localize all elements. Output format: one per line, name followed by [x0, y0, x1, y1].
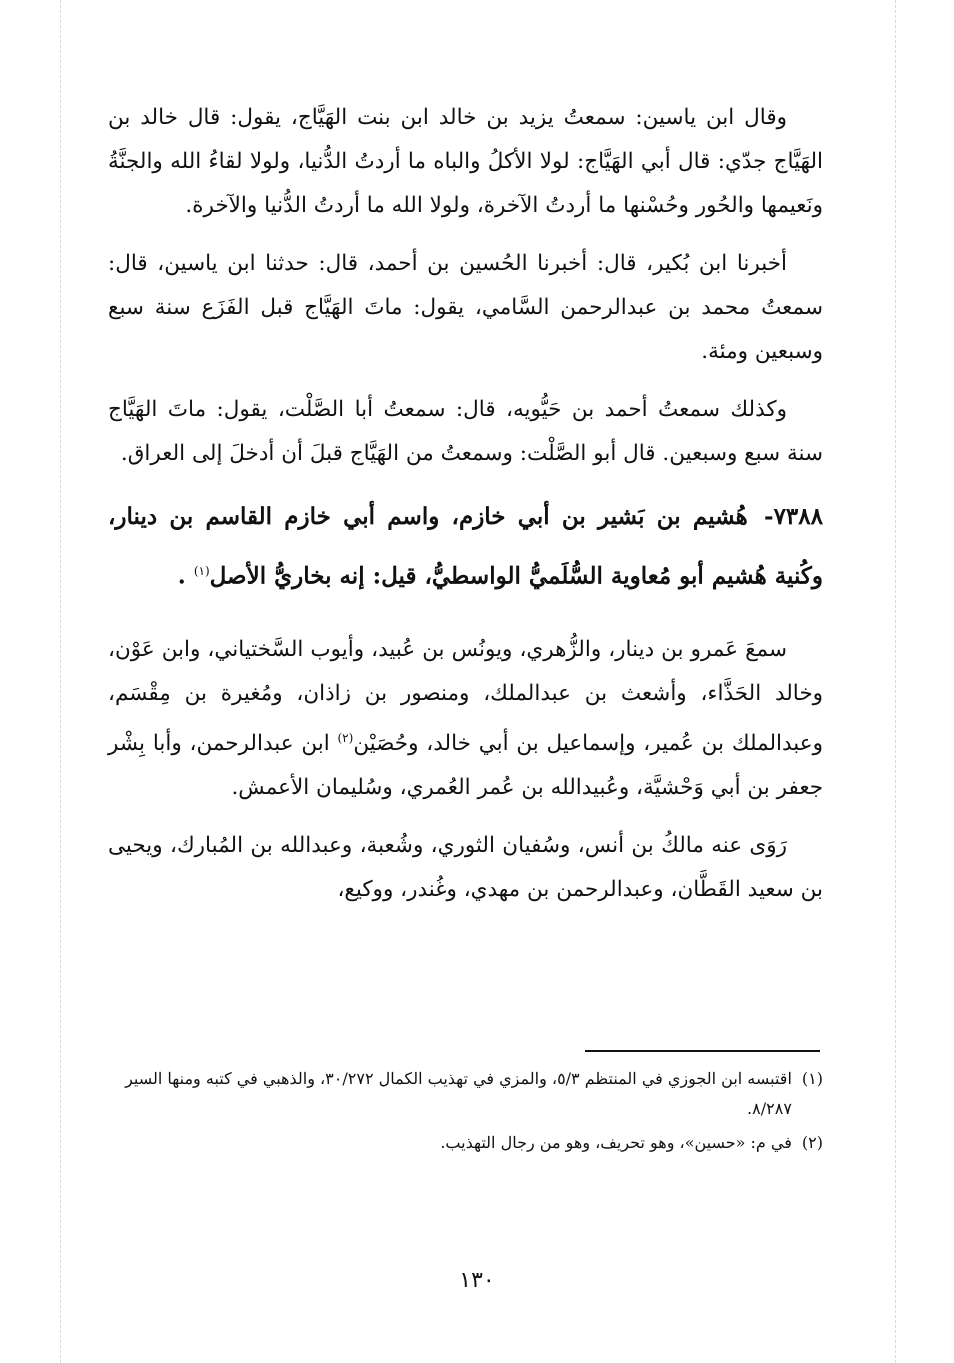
paragraph: أخبرنا ابن بُكير، قال: أخبرنا الحُسين بن أحمد، قال: حدثنا ابن ياسين، قال: سمعتُ محمد بن عبدالرحمن السَّامي، يقول: ماتَ الهَيَّاج قبل الفَزَع سنة سبع وسبعين ومئة. [108, 251, 823, 364]
footnote-item [108, 1128, 823, 1158]
biography-entry-heading [108, 490, 823, 604]
footnote-label: (٢) [801, 1133, 823, 1152]
page-body [108, 96, 823, 912]
footnote-text: اقتبسه ابن الجوزي في المنتظم ٥/٣، والمزي في تهذيب الكمال ٣٠/٢٧٢، والذهبي في كتبه ومنها السير ٨/٢٨٧. [125, 1069, 792, 1118]
teachers-paragraph [108, 628, 823, 810]
entry-title: هُشيم بن بَشير بن أبي خازم، واسم أبي خازم القاسم بن دينار، وكُنية هُشيم أبو مُعاوية السُّلَميُّ الواسطيُّ، قيل: إنه بخاريُّ الأصل [108, 503, 823, 590]
scan-guide-line [60, 0, 61, 1363]
footnote-text: في م: «حسين»، وهو تحريف، وهو من رجال التهذيب. [440, 1133, 792, 1152]
footnote-reference[interactable]: (١) [193, 564, 210, 578]
scan-guide-line [895, 0, 896, 1363]
footnote-label: (١) [801, 1069, 823, 1088]
entry-end: . [177, 562, 186, 590]
paragraph: وقال ابن ياسين: سمعتُ يزيد بن خالد ابن بنت الهَيَّاج، يقول: قال خالد بن الهَيَّاج جدّي: قال أبي الهَيَّاج: لولا الأكلُ والباه ما أردتُ الدُّنيا، ولولا لقاءُ الله والجنَّةُ ونَعيمها والحُور وحُسْنها ما أردتُ الآخرة، ولولا الله ما أردتُ الدُّنيا والآخرة. [108, 105, 823, 218]
footnote-separator [585, 1050, 820, 1052]
footnotes [108, 1064, 823, 1162]
footnote-reference[interactable]: (٢) [337, 730, 354, 745]
teachers-text-part2: ابن عبدالرحمن، وأبا بِشْر جعفر بن أبي وَحْشيَّة، وعُبيدالله بن عُمر العُمري، وسُليمان الأعمش. [108, 730, 823, 800]
paragraph: وكذلك سمعتُ أحمد بن حَيُّويه، قال: سمعتُ أبا الصَّلْت، يقول: ماتَ الهَيَّاج سنة سبع وسبعين. قال أبو الصَّلْت: وسمعتُ من الهَيَّاج قبلَ أن أدخلَ إلى العراق. [108, 397, 823, 466]
footnote-item [108, 1064, 823, 1124]
teachers-text-part1: سمعَ عَمرو بن دينار، والزُّهري، ويونُس بن عُبيد، وأيوب السَّختياني، وابن عَوْن، وخالد الحَذَّاء، وأشعث بن عبدالملك، ومنصور بن زاذان، ومُغيرة بن مِقْسَم، وعبدالملك بن عُمير، وإسماعيل بن أبي خالد، وحُصَيْن [108, 636, 823, 756]
entry-number: ٧٣٨٨- [764, 503, 823, 530]
page-number: ١٣٠ [459, 1268, 495, 1293]
students-paragraph: رَوَى عنه مالكُ بن أنس، وسُفيان الثوري، وشُعبة، وعبدالله بن المُبارك، ويحيى بن سعيد القَطَّان، وعبدالرحمن بن مهدي، وغُندر، ووكيع، [108, 832, 823, 902]
